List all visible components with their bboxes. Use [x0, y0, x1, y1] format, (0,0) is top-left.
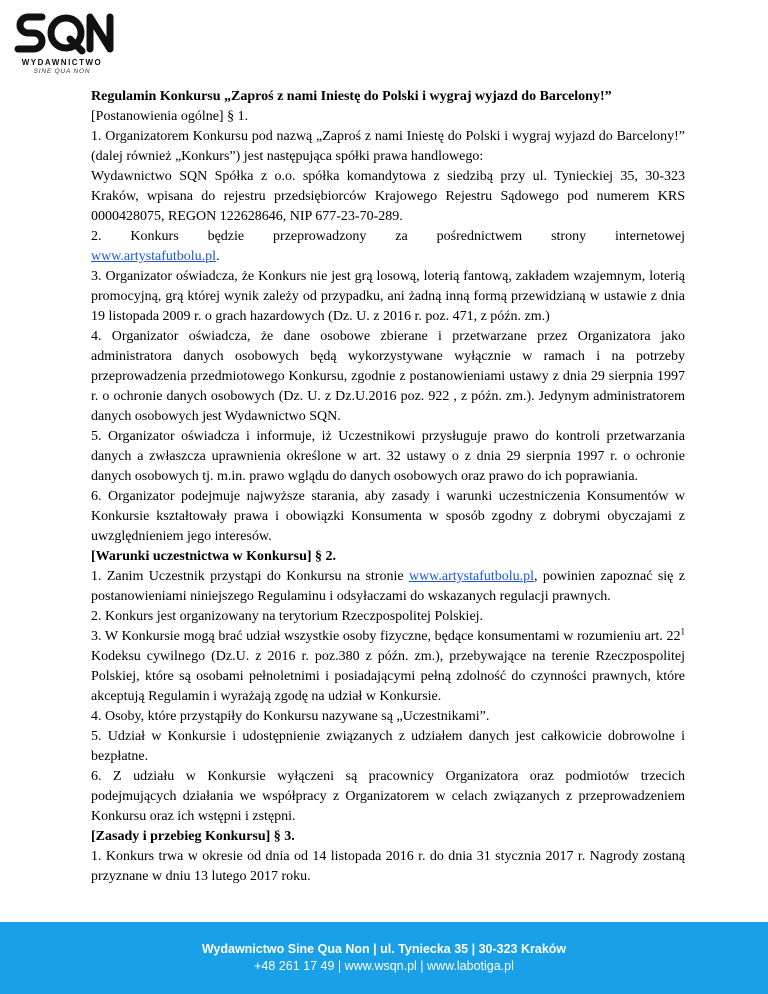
paragraph-2-2: 2. Konkurs jest organizowany na terytorium Rzeczpospolitej Polskiej.: [91, 609, 484, 624]
paragraph-2-1: [91, 567, 685, 607]
paragraph-2-4: 4. Osoby, które przystąpiły do Konkursu nazywane są „Uczestnikami”.: [91, 709, 490, 724]
page-footer: [0, 922, 768, 994]
paragraph-1-1: 1. Organizatorem Konkursu pod nazwą „Zaproś z nami Iniestę do Polski i wygraj wyjazd do Barcelony!” (dalej również „Konkurs”) jest następująca spółki prawa handlowego:: [91, 129, 685, 164]
paragraph-2-1-start: 1. Zanim Uczestnik przystąpi do Konkursu na stronie: [91, 569, 404, 584]
footer-address: Wydawnictwo Sine Qua Non | ul. Tyniecka 35 | 30-323 Kraków: [201, 942, 567, 956]
footer-contact: +48 261 17 49 | www.wsqn.pl | www.labotiga.pl: [254, 959, 514, 973]
paragraph-1-2: 2. Konkurs będzie przeprowadzony za pośrednictwem strony internetowej: [91, 229, 685, 244]
article-superscript: 1: [680, 626, 685, 637]
publisher-wordmark: WYDAWNICTWO: [21, 58, 103, 67]
regulations-document: [91, 87, 685, 887]
website-link[interactable]: www.artystafutbolu.pl: [91, 249, 217, 264]
paragraph-3-1: 1. Konkurs trwa w okresie od dnia od 14 listopada 2016 r. do dnia 31 stycznia 2017 r. Nagrody zostaną przyznane w dniu 13 lutego 2017 roku.: [91, 849, 685, 884]
paragraph-2-3: [91, 627, 685, 707]
paragraph-2-1-end: , powinien zapoznać się z postanowieniami niniejszego Regulaminu i odsyłaczami do wskazanych regulacji prawnych.: [91, 569, 685, 604]
publisher-logo: [12, 8, 130, 78]
paragraph-2-6: 6. Z udziału w Konkursie wyłączeni są pracownicy Organizatora oraz podmiotów trzecich podejmujących działania we współpracy z Organizatorem w celach związanych z przeprowadzeniem Konkursu oraz ich wstępni i zstępni.: [91, 769, 685, 824]
publisher-tagline: SINE QUA NON: [33, 68, 91, 75]
paragraph-1-5: 5. Organizator oświadcza i informuje, iż Uczestnikowi przysługuje prawo do kontroli przetwarzania danych a zwłaszcza uprawnienia określone w art. 32 ustawy o z dnia 29 sierpnia 1997 r. o ochronie danych osobowych tj. m.in. prawo wglądu do danych osobowych oraz prawo do ich poprawiania.: [91, 429, 685, 484]
section-1-heading: [Postanowienia ogólne] § 1.: [91, 109, 249, 124]
paragraph-1-2-link-line: www.artystafutbolu.pl.: [91, 249, 220, 264]
paragraph-2-5: 5. Udział w Konkursie i udostępnienie związanych z udziałem danych jest całkowicie dobrowolne i bezpłatne.: [91, 729, 685, 764]
section-3-heading: [Zasady i przebieg Konkursu] § 3.: [91, 829, 295, 844]
sqn-logo-mark: [12, 8, 120, 60]
document-title: Regulamin Konkursu „Zaproś z nami Iniestę do Polski i wygraj wyjazd do Barcelony!”: [91, 89, 612, 104]
paragraph-1-3: 3. Organizator oświadcza, że Konkurs nie jest grą losową, loterią fantową, zakładem wzajemnym, loterią promocyjną, grą której wynik zależy od przypadku, ani żadną inną formą przewidzianą w ustawie z dnia 19 listopada 2009 r. o grach hazardowych (Dz. U. z 2016 r. poz. 471, z późn. zm.): [91, 269, 685, 324]
website-link-2[interactable]: www.artystafutbolu.pl: [408, 569, 535, 584]
paragraph-2-3-end: Kodeksu cywilnego (Dz.U. z 2016 r. poz.380 z późn. zm.), przebywające na terenie Rzeczpospolitej Polskiej, które są osobami pełnoletnimi i posiadającymi pełną zdolność do czynności prawnych, które akceptują Regulamin i wyrażają zgodę na udział w Konkursie.: [91, 649, 685, 704]
paragraph-1-6: 6. Organizator podejmuje najwyższe starania, aby zasady i warunki uczestniczenia Konsumentów w Konkursie kształtowały prawa i obowiązki Konsumenta w sposób zgodny z dobrymi obyczajami z uwzględnieniem jego interesów.: [91, 489, 685, 544]
paragraph-1-1-organizer: Wydawnictwo SQN Spółka z o.o. spółka komandytowa z siedzibą przy ul. Tynieckiej 35, 30-323 Kraków, wpisana do rejestru przedsiębiorców Krajowego Rejestru Sądowego pod numerem KRS 0000428075, REGON 122628646, NIP 677-23-70-289.: [91, 169, 685, 224]
section-2-heading: [Warunki uczestnictwa w Konkursu] § 2.: [91, 549, 337, 564]
paragraph-1-4: 4. Organizator oświadcza, że dane osobowe zbierane i przetwarzane przez Organizatora jako administratora danych osobowych będą wykorzystywane wyłącznie w ramach i na potrzeby przeprowadzenia przedmiotowego Konkursu, zgodnie z postanowieniami ustawy z dnia 29 sierpnia 1997 r. o ochronie danych osobowych (Dz. U. z Dz.U.2016 poz. 922 , z późn. zm.). Jedynym administratorem danych osobowych jest Wydawnictwo SQN.: [91, 329, 685, 424]
paragraph-2-3-start: 3. W Konkursie mogą brać udział wszystkie osoby fizyczne, będące konsumentami w rozumieniu art. 22: [91, 629, 681, 644]
